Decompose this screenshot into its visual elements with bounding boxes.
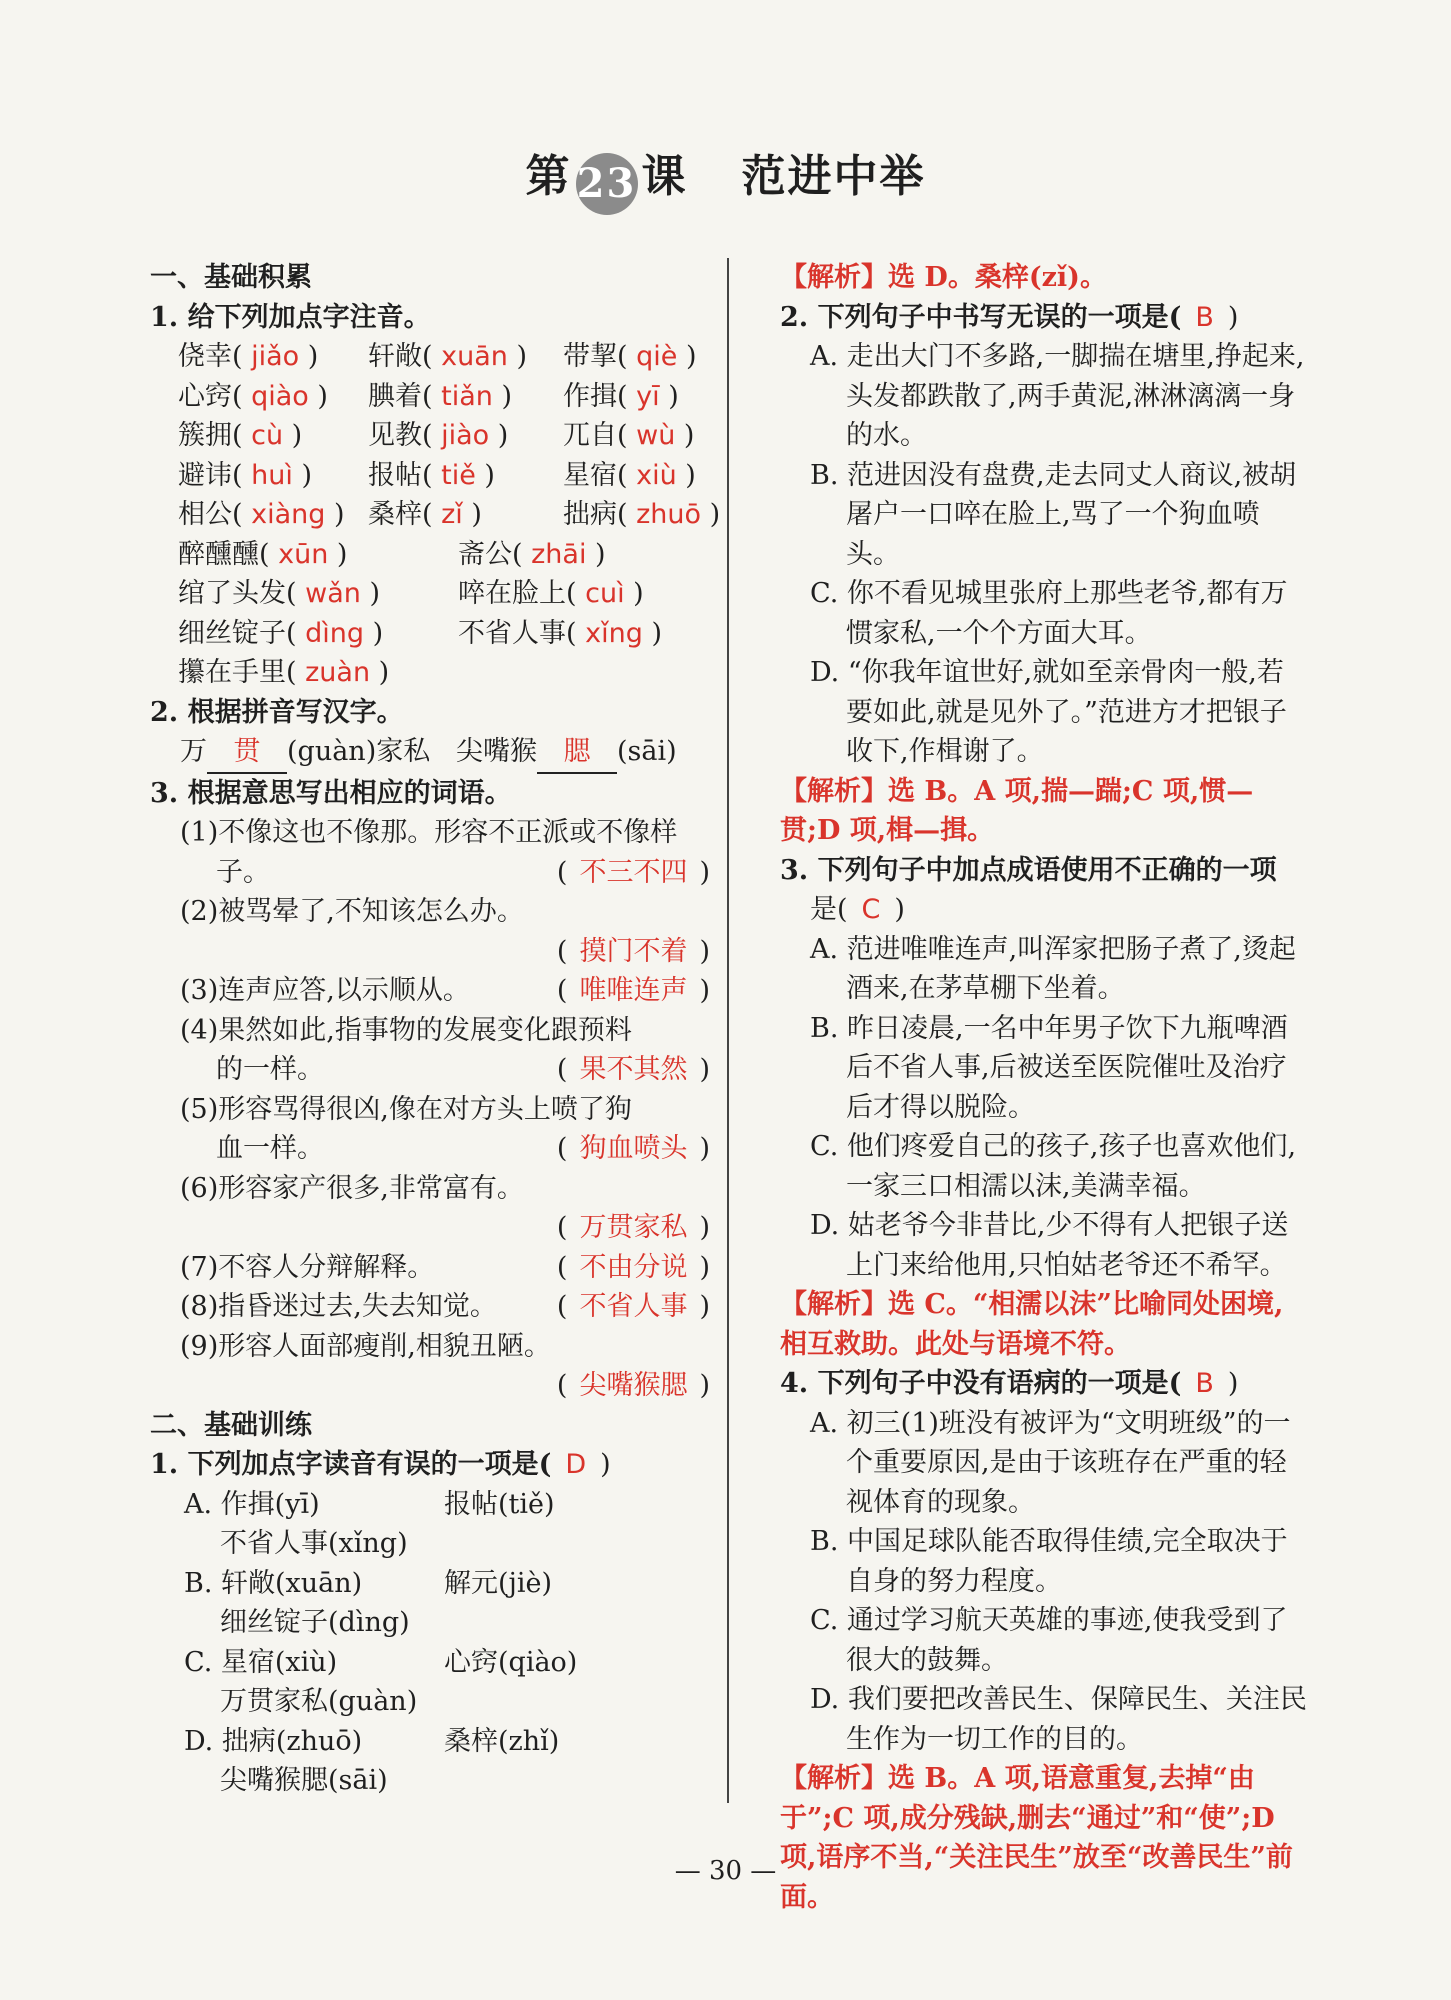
idiom-item: (5)形容骂得很凶,像在对方头上喷了狗 血一样。 ( 狗血喷头 ) — [180, 1093, 710, 1164]
question-2-2-stem: 2. 下列句子中书写无误的一项是( B ) — [780, 301, 1239, 333]
column-divider — [727, 258, 729, 1803]
pinyin-item: 侥幸( jiǎo ) — [178, 341, 319, 372]
pinyin-item: 报帖( tiě ) — [368, 459, 495, 491]
pinyin-item: 斋公( zhāi ) — [458, 538, 606, 570]
option: C. 你不看见城里张府上那些老爷,都有万惯家私,一个个方面大耳。 — [810, 578, 1288, 649]
pinyin-item: 腆着( tiǎn ) — [368, 380, 512, 412]
pinyin-item: 拙病( zhuō ) — [563, 499, 721, 530]
question-2-1-stem: 1. 下列加点字读音有误的一项是( D ) — [150, 1449, 611, 1480]
option-row-sub: 不省人事(xǐng) — [220, 1528, 408, 1559]
option-row-sub: 万贯家私(guàn) — [220, 1686, 418, 1717]
pinyin-item: 作揖( yī ) — [563, 380, 679, 412]
idiom-item: (7)不容人分辩解释。 ( 不由分说 ) — [180, 1251, 710, 1283]
idiom-item: (6)形容家产很多,非常富有。 ( 万贯家私 ) — [180, 1172, 710, 1243]
question-2-3-stem-cont: 是( C ) — [810, 894, 905, 925]
option: D. “你我年谊世好,就如至亲骨肉一般,若要如此,就是见外了。”范进方才把银子收下,作楫谢了。 — [810, 657, 1287, 767]
option: A. 走出大门不多路,一脚揣在塘里,挣起来,头发都跌散了,两手黄泥,淋淋漓漓一身的水。 — [810, 341, 1305, 451]
section-heading-2: 二、基础训练 — [150, 1409, 312, 1441]
pinyin-item: 啐在脸上( cuì ) — [458, 578, 644, 609]
idiom-list — [150, 813, 710, 1406]
pinyin-item: 不省人事( xǐng ) — [458, 617, 662, 649]
explanation-2-1: 【解析】选 D。桑梓(zǐ)。 — [780, 262, 1107, 293]
section-heading-1: 一、基础积累 — [150, 262, 312, 293]
option: C. 他们疼爱自己的孩子,孩子也喜欢他们,一家三口相濡以沫,美满幸福。 — [810, 1131, 1297, 1202]
option-row: C. 星宿(xiù) 心窍(qiào) — [184, 1646, 578, 1678]
question-1-3-stem: 3. 根据意思写出相应的词语。 — [150, 777, 512, 809]
lesson-number-badge: 23 — [576, 153, 638, 215]
pinyin-item: 轩敞( xuān ) — [368, 341, 527, 372]
pinyin-item: 带挈( qiè ) — [563, 341, 697, 372]
option: B. 中国足球队能否取得佳绩,完全取决于自身的努力程度。 — [810, 1526, 1288, 1597]
idiom-item: (2)被骂晕了,不知该怎么办。 ( 摸门不着 ) — [180, 896, 710, 967]
page-title — [0, 140, 1451, 215]
pinyin-item: 醉醺醺( xūn ) — [178, 538, 348, 570]
option-row: A. 作揖(yī) 报帖(tiě) — [184, 1488, 555, 1520]
pinyin-item: 见教( jiào ) — [368, 420, 509, 451]
pinyin-item: 簇拥( cù ) — [178, 420, 303, 451]
option-row-sub: 尖嘴猴腮(sāi) — [220, 1765, 388, 1796]
question-2-1-options — [150, 1485, 710, 1801]
lesson-name: 范进中举 — [741, 151, 926, 202]
explanation-2-4: 【解析】选 B。A 项,语意重复,去掉“由于”;C 项,成分残缺,删去“通过”和“使”;D 项,语序不当,“关注民生”放至“改善民生”前面。 — [780, 1763, 1293, 1913]
explanation-2-2: 【解析】选 B。A 项,揣—踹;C 项,惯—贯;D 项,楫—揖。 — [780, 775, 1254, 846]
option: A. 初三(1)班没有被评为“文明班级”的一个重要原因,是由于该班存在严重的轻视体育的现象。 — [810, 1407, 1291, 1518]
idiom-item: (4)果然如此,指事物的发展变化跟预料 的一样。 ( 果不其然 ) — [180, 1014, 710, 1085]
right-column — [780, 258, 1310, 1917]
option: D. 姑老爷今非昔比,少不得有人把银子送上门来给他用,只怕姑老爷还不希罕。 — [810, 1210, 1289, 1281]
question-1-1-stem: 1. 给下列加点字注音。 — [150, 301, 431, 333]
pinyin-grid — [150, 337, 721, 535]
pinyin-item: 桑梓( zǐ ) — [368, 499, 482, 530]
idiom-item: (1)不像这也不像那。形容不正派或不像样 子。 ( 不三不四 ) — [180, 817, 710, 888]
option: A. 范进唯唯连声,叫浑家把肠子煮了,烫起酒来,在茅草棚下坐着。 — [810, 933, 1296, 1004]
question-2-4-stem: 4. 下列句子中没有语病的一项是( B ) — [780, 1368, 1239, 1399]
pinyin-item: 兀自( wù ) — [563, 420, 695, 451]
explanation-2-3: 【解析】选 C。“相濡以沫”比喻同处困境,相互救助。此处与语境不符。 — [780, 1289, 1284, 1360]
pinyin-item: 心窍( qiào ) — [178, 380, 328, 412]
option: D. 我们要把改善民生、保障民生、关注民生作为一切工作的目的。 — [810, 1684, 1307, 1755]
title-prefix: 第 — [525, 151, 572, 202]
question-1-2-stem: 2. 根据拼音写汉字。 — [150, 696, 404, 728]
page-number: — 30 — — [674, 1856, 777, 1886]
option: B. 昨日凌晨,一名中年男子饮下九瓶啤酒后不省人事,后被送至医院催吐及治疗后才得以脱险。 — [810, 1012, 1288, 1123]
option-row: D. 拙病(zhuō) 桑梓(zhǐ) — [184, 1725, 560, 1757]
pinyin-item: 攥在手里( zuàn ) — [178, 657, 390, 688]
option-row: B. 轩敞(xuān) 解元(jiè) — [184, 1567, 553, 1599]
pinyin-item: 星宿( xiù ) — [563, 459, 696, 491]
option: B. 范进因没有盘费,走去同丈人商议,被胡屠户一口啐在脸上,骂了一个狗血喷头。 — [810, 459, 1297, 570]
idiom-item: (8)指昏迷过去,失去知觉。 ( 不省人事 ) — [180, 1291, 710, 1322]
option: C. 通过学习航天英雄的事迹,使我受到了很大的鼓舞。 — [810, 1605, 1288, 1676]
pinyin-item: 细丝锭子( dìng ) — [178, 617, 384, 649]
pinyin-grid-2 — [150, 535, 710, 693]
pinyin-item: 绾了头发( wǎn ) — [178, 578, 380, 609]
title-suffix: 课 — [641, 151, 688, 202]
left-column — [150, 258, 721, 1801]
idiom-item: (9)形容人面部瘦削,相貌丑陋。 ( 尖嘴猴腮 ) — [180, 1330, 710, 1401]
option-row-sub: 细丝锭子(dìng) — [220, 1607, 410, 1638]
idiom-item: (3)连声应答,以示顺从。 ( 唯唯连声 ) — [180, 975, 710, 1006]
question-1-2-answer: 万 贯 (guàn)家私 尖嘴猴 腮 (sāi) — [150, 732, 710, 774]
pinyin-item: 避讳( huì ) — [178, 459, 312, 491]
question-2-3-stem: 3. 下列句子中加点成语使用不正确的一项 — [780, 854, 1277, 886]
pinyin-item: 相公( xiàng ) — [178, 499, 345, 530]
